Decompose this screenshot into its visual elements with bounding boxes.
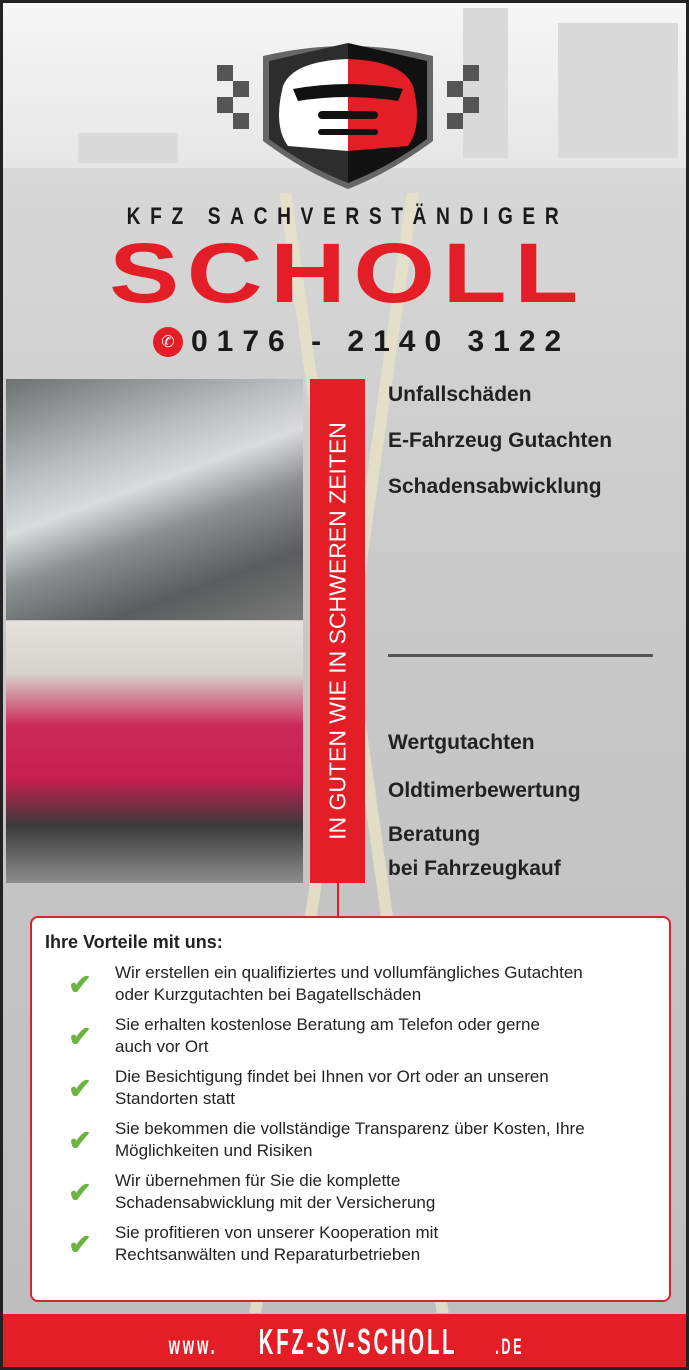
check-icon: ✔	[68, 1124, 92, 1156]
advantage-item	[45, 961, 669, 1007]
advantage-item	[45, 1013, 669, 1059]
advantage-text: Die Besichtigung findet bei Ihnen vor Ort oder an unseren Standorten statt	[115, 1067, 549, 1108]
service-item: Beratung	[388, 823, 481, 846]
check-icon: ✔	[68, 1020, 92, 1052]
advantage-item	[45, 1065, 669, 1111]
advantage-item	[45, 1221, 669, 1267]
advantages-box	[30, 916, 671, 1302]
website-link[interactable]	[3, 1314, 686, 1370]
url-domain: KFZ-SV-SCHOLL	[258, 1321, 457, 1362]
services-bottom	[388, 726, 581, 886]
advantage-text: Sie erhalten kostenlose Beratung am Telefon oder gerne auch vor Ort	[115, 1015, 540, 1056]
url-tld: .DE	[494, 1334, 524, 1359]
advantages-title: Ihre Vorteile mit uns:	[45, 932, 223, 952]
check-icon: ✔	[68, 1176, 92, 1208]
brand-name: SCHOLL	[109, 226, 586, 320]
service-item: Wertgutachten	[388, 731, 535, 754]
service-item: bei Fahrzeugkauf	[388, 857, 561, 880]
classic-car-photo	[6, 621, 303, 883]
advantage-text: Wir übernehmen für Sie die komplette Schadensabwicklung mit der Versicherung	[115, 1171, 436, 1212]
advantage-text: Sie profitieren von unserer Kooperation mit Rechtsanwälten und Reparaturbetrieben	[115, 1223, 439, 1264]
divider	[388, 654, 653, 657]
phone-icon: ✆	[153, 327, 183, 357]
crashed-car-photo	[6, 379, 303, 620]
phone-text: 0176 - 2140 3122	[191, 325, 571, 358]
subtitle: KFZ SACHVERSTÄNDIGER	[126, 203, 569, 230]
connector-line	[337, 883, 339, 916]
advantage-text: Sie bekommen die vollständige Transparenz über Kosten, Ihre Möglichkeiten und Risiken	[115, 1119, 585, 1160]
slogan-bar	[310, 379, 365, 883]
phone-number[interactable]	[153, 325, 570, 359]
services-top	[388, 378, 612, 504]
slogan-text: IN GUTEN WIE IN SCHWEREN ZEITEN	[324, 422, 350, 840]
car-shield-logo	[213, 41, 483, 191]
service-item: E-Fahrzeug Gutachten	[388, 429, 613, 452]
advantage-item	[45, 1169, 669, 1215]
service-item: Unfallschäden	[388, 383, 532, 406]
check-icon: ✔	[68, 1072, 92, 1104]
check-icon: ✔	[68, 1228, 92, 1260]
service-item: Schadensabwicklung	[388, 475, 602, 498]
advantage-item	[45, 1117, 669, 1163]
url-www: www.	[168, 1330, 218, 1360]
service-item: Oldtimerbewertung	[388, 779, 581, 802]
advantage-text: Wir erstellen ein qualifiziertes und vollumfängliches Gutachten oder Kurzgutachten bei Bagatellschäden	[115, 963, 583, 1004]
check-icon: ✔	[68, 968, 92, 1000]
